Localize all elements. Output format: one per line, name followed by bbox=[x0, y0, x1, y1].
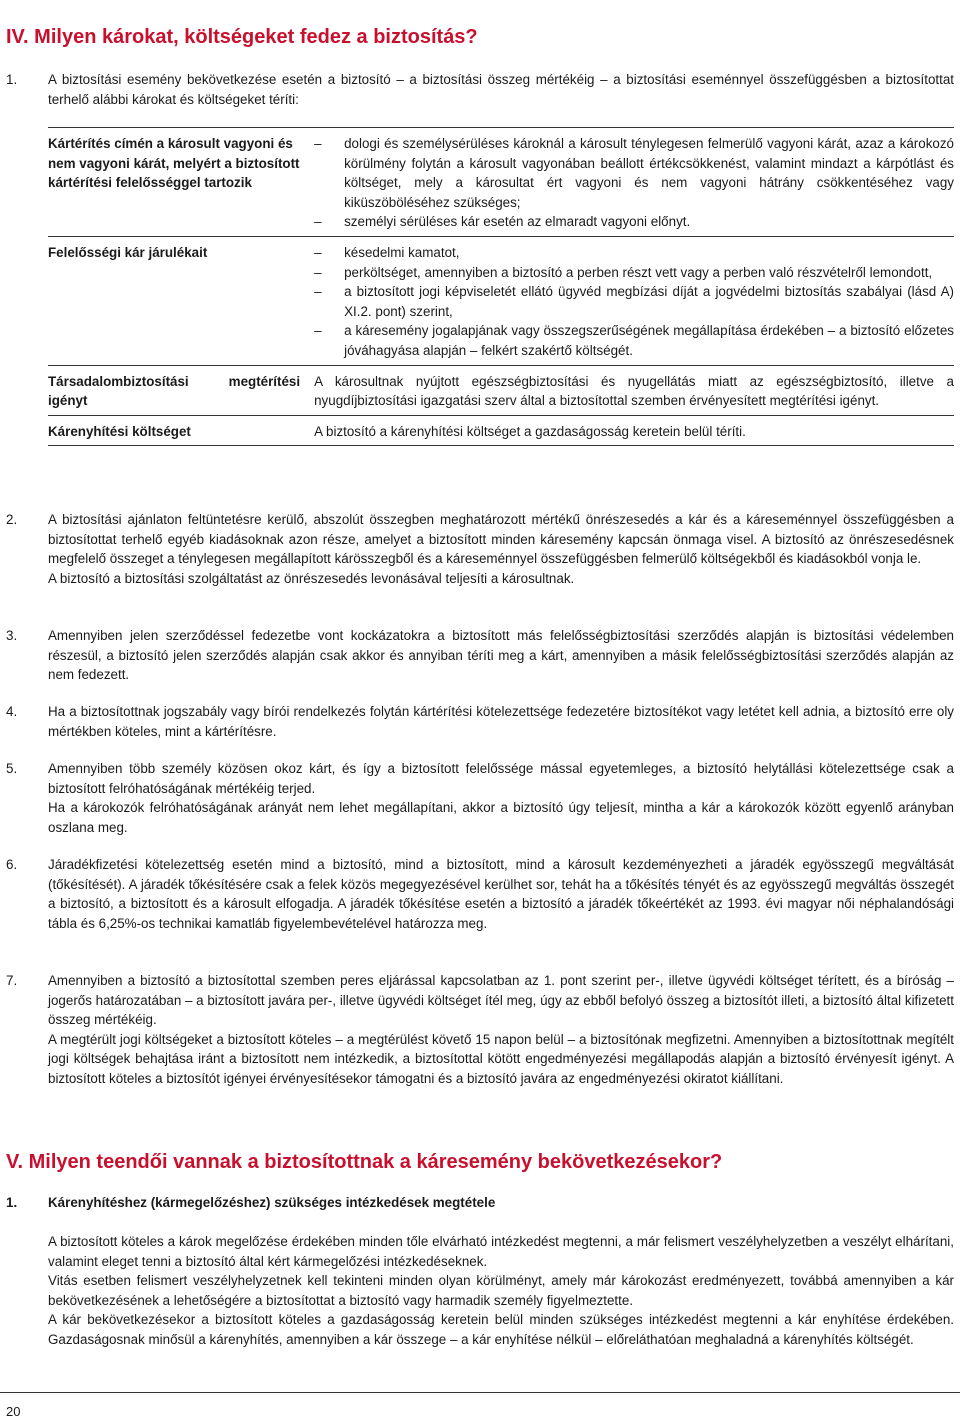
paragraph-number: 7. bbox=[6, 973, 18, 988]
table-row bbox=[48, 236, 954, 365]
section-heading-iv: IV. Milyen károkat, költségeket fedez a biztosítás? bbox=[6, 26, 478, 48]
list-item: – dologi és személysérüléses károknál a károsult ténylegesen felmerülő vagyoni kárát, azaz a károkozó körülmény folytán a károsult vagyonában beállott értékcsökkenést, valamint mindazt a kárpótlást és költséget, mely a károsultat ért vagyoni és nem vagyoni hátrány csökkentéséhez vagy kiküszöböléséhez szükséges; bbox=[314, 134, 954, 212]
paragraph-text: A megtérült jogi költségeket a biztosított köteles – a megtérülést követő 15 napon belül – a biztosítónak megfizetni. Amennyiben a biztosítottnak megítélt jogi költségek behajtása iránt a biztosított nem intézkedik, a biztosítottal kötött engedményezési megállapodás alapján a biztosító érvényesít igényt. A biztosított köteles a biztosítót igényei érvényesítésekor támogatni és a biztosító javára az engedményezési okiratot kiállítani. bbox=[48, 1031, 954, 1086]
row-description bbox=[314, 236, 954, 365]
list-item: – késedelmi kamatot, bbox=[314, 243, 954, 263]
paragraph-text: Ha a biztosítottnak jogszabály vagy bírói rendelkezés folytán kártérítési kötelezettsége fedezetére biztosítékot vagy letétet kell adnia, a biztosító erre oly mértékben köteles, mint a kártérítésre. bbox=[48, 704, 954, 739]
paragraph-text: Amennyiben a biztosító a biztosítottal szemben peres eljárással kapcsolatban az 1. pont szerint per-, illetve ügyvédi költséget térített, és a bíróság – jogerős határozatában – a biztosított javára per-, illetve ügyvédi költséget ítél meg, úgy az ebből befolyó összeg a biztosítót illeti, a biztosító által kifizetett összeg mértékéig. bbox=[48, 973, 954, 1028]
paragraph-number: 5. bbox=[6, 761, 18, 776]
row-description: A károsultnak nyújtott egészségbiztosítási és nyugellátás miatt az egészségbiztosító, illetve a nyugdíjbiztosítási igazgatási szerv által a biztosítottal szemben érvényesített megtérítési igényt. bbox=[314, 365, 954, 415]
section-heading-v: V. Milyen teendői vannak a biztosítottnak a káresemény bekövetkezésekor? bbox=[6, 1151, 723, 1173]
footer-divider bbox=[0, 1392, 960, 1393]
list-item: – személyi sérüléses kár esetén az elmaradt vagyoni előnyt. bbox=[314, 212, 954, 232]
coverage-table bbox=[48, 127, 954, 446]
paragraph-number: 4. bbox=[6, 704, 18, 719]
row-label: Kártérítés címén a károsult vagyoni és nem vagyoni kárát, melyért a biztosított kártérítési felelősséggel tartozik bbox=[48, 128, 314, 237]
paragraph-number: 1. bbox=[6, 72, 18, 87]
row-label: Kárenyhítési költséget bbox=[48, 415, 314, 446]
paragraph-3 bbox=[48, 626, 954, 685]
subsection-number: 1. bbox=[6, 1195, 18, 1210]
paragraph-text: A kár bekövetkezésekor a biztosított köteles a gazdaságosság keretein belül minden szükséges intézkedést megtenni a kár enyhítése érdekében. Gazdaságosnak minősül a kárenyhítés, amennyiben a kár összege – a kár enyhítése nélkül – előreláthatóan meghaladná a kárenyhítés költségét. bbox=[48, 1312, 954, 1347]
paragraph-2 bbox=[48, 510, 954, 588]
list-item: – perköltséget, amennyiben a biztosító a perben részt vett vagy a perben való részvételről lemondott, bbox=[314, 263, 954, 283]
paragraph-text: A biztosító a biztosítási szolgáltatást az önrészesedés levonásával teljesíti a károsultnak. bbox=[48, 570, 575, 586]
row-label: Felelősségi kár járulékait bbox=[48, 236, 314, 365]
row-description bbox=[314, 128, 954, 237]
paragraph-7 bbox=[48, 971, 954, 1089]
page-number: 20 bbox=[6, 1404, 21, 1419]
paragraph-6 bbox=[48, 855, 954, 933]
paragraph-1 bbox=[48, 70, 954, 109]
subsection-body bbox=[48, 1232, 954, 1350]
table-row bbox=[48, 365, 954, 415]
paragraph-5 bbox=[48, 759, 954, 837]
paragraph-text: A biztosítási ajánlaton feltüntetésre kerülő, abszolút összegben meghatározott mértékű önrészesedés a kár és a káreseménnyel összefüggésben a biztosítottat terhelő egyéb kiadásoknak azon része, amelyet a biztosított minden káresemény kapcsán önmaga visel. A biztosító az önrészesedésnek megfelelő összeget a ténylegesen megállapított kárösszegből és a káreseménnyel összefüggésben felmerülő költségekből és kiadásokból vonja le. bbox=[48, 512, 954, 567]
dash-list bbox=[314, 134, 954, 232]
paragraph-number: 6. bbox=[6, 857, 18, 872]
subsection-title: Kárenyhítéshez (kármegelőzéshez) szükséges intézkedések megtétele bbox=[48, 1195, 496, 1210]
paragraph-text: Amennyiben jelen szerződéssel fedezetbe vont kockázatokra a biztosított más felelősségbiztosítási szerződés alapján is biztosítási védelemben részesül, a biztosító jelen szerződés alapján csak akkor és annyiban téríti meg a kárt, amennyiben a másik felelősségbiztosítási szerződés alapján az nem fedezett. bbox=[48, 628, 954, 683]
list-item: – a káresemény jogalapjának vagy összegszerűségének megállapítása érdekében – a biztosító előzetes jóváhagyása alapján – felkért szakértő költségét. bbox=[314, 321, 954, 360]
paragraph-text: Ha a károkozók felróhatóságának arányát nem lehet megállapítani, akkor a biztosító úgy teljesít, mintha a kár a károkozók között egyenlő arányban oszlana meg. bbox=[48, 800, 954, 835]
dash-list bbox=[314, 243, 954, 361]
paragraph-text: Amennyiben több személy közösen okoz kárt, és így a biztosított felelőssége mással egyetemleges, a biztosító helytállási kötelezettsége csak a biztosított felróhatóságának mértékéig terjed. bbox=[48, 761, 954, 796]
paragraph-text: Járadékfizetési kötelezettség esetén mind a biztosító, mind a biztosított, mind a károsult kezdeményezheti a járadék egyösszegű megváltását (tőkésítését). A járadék tőkésítésére csak a felek közös megegyezésével kerülhet sor, tehát ha a tőkésítés tényét és az egyösszegű megváltás összegét a biztosító, a biztosított és a károsult elfogadja. A járadék tőkésítése esetén a biztosító a járadék tőkeértékét az 1993. évi magyar női néphalandósági tábla és 6,25%-os technikai kamatláb figyelembevételével határozza meg. bbox=[48, 857, 954, 931]
table-row bbox=[48, 128, 954, 237]
paragraph-number: 3. bbox=[6, 628, 18, 643]
paragraph-text: A biztosítási esemény bekövetkezése esetén a biztosító – a biztosítási összeg mértékéig – a biztosítási eseménnyel összefüggésben a biztosítottat terhelő alábbi károkat és költségeket téríti: bbox=[48, 72, 954, 107]
paragraph-text: Vitás esetben felismert veszélyhelyzetnek kell tekinteni minden olyan körülményt, amely már károkozást eredményezett, továbbá amennyiben a kár bekövetkezésének a lehetőségére a biztosítottat a biztosító vagy harmadik személy figyelmeztette. bbox=[48, 1273, 954, 1308]
row-label: Társadalombiztosítási megtérítési igényt bbox=[48, 365, 314, 415]
row-description: A biztosító a kárenyhítési költséget a gazdaságosság keretein belül téríti. bbox=[314, 415, 954, 446]
paragraph-text: A biztosított köteles a károk megelőzése érdekében minden tőle elvárható intézkedést megtenni, a már felismert veszélyhelyzetben a veszélyt elhárítani, valamint eleget tenni a biztosító által kért kármegelőzési intézkedéseknek. bbox=[48, 1234, 954, 1269]
table-row bbox=[48, 415, 954, 446]
paragraph-4 bbox=[48, 702, 954, 741]
paragraph-number: 2. bbox=[6, 512, 18, 527]
list-item: – a biztosított jogi képviseletét ellátó ügyvéd megbízási díját a jogvédelmi biztosítás szabályai (lásd A) XI.2. pont) szerint, bbox=[314, 282, 954, 321]
